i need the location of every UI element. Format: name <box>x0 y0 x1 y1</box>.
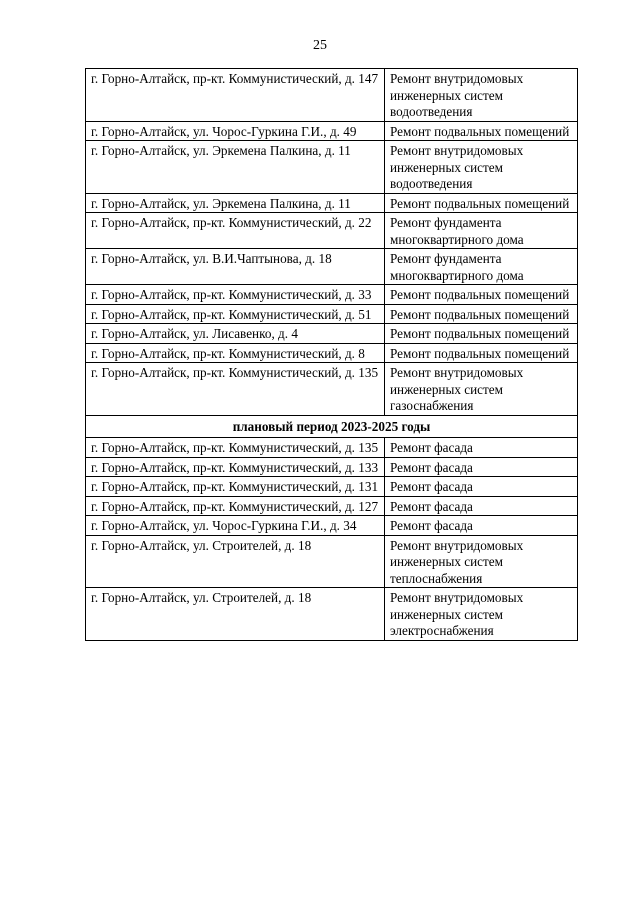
table-row <box>86 516 578 536</box>
work-type-cell: Ремонт фасада <box>385 438 578 458</box>
table-row <box>86 69 578 122</box>
section-header <box>86 415 578 438</box>
work-type-cell: Ремонт внутридомовых инженерных систем электроснабжения <box>385 588 578 641</box>
address-cell: г. Горно-Алтайск, пр-кт. Коммунистический, д. 127 <box>86 496 385 516</box>
rows-current-period <box>86 69 578 416</box>
work-type-cell: Ремонт подвальных помещений <box>385 121 578 141</box>
address-cell: г. Горно-Алтайск, ул. Строителей, д. 18 <box>86 588 385 641</box>
work-type-cell: Ремонт фасада <box>385 477 578 497</box>
address-cell: г. Горно-Алтайск, пр-кт. Коммунистический, д. 8 <box>86 343 385 363</box>
address-cell: г. Горно-Алтайск, пр-кт. Коммунистический, д. 131 <box>86 477 385 497</box>
table-row <box>86 249 578 285</box>
work-type-cell: Ремонт подвальных помещений <box>385 304 578 324</box>
work-type-cell: Ремонт внутридомовых инженерных систем теплоснабжения <box>385 535 578 588</box>
table-row <box>86 438 578 458</box>
table-row <box>86 496 578 516</box>
work-type-cell: Ремонт фасада <box>385 516 578 536</box>
address-cell: г. Горно-Алтайск, пр-кт. Коммунистический, д. 33 <box>86 285 385 305</box>
table-row <box>86 343 578 363</box>
table-row <box>86 535 578 588</box>
repair-works-table <box>85 68 578 641</box>
table-row <box>86 477 578 497</box>
work-type-cell: Ремонт внутридомовых инженерных систем водоотведения <box>385 69 578 122</box>
table-row <box>86 363 578 416</box>
work-type-cell: Ремонт фасада <box>385 457 578 477</box>
address-cell: г. Горно-Алтайск, пр-кт. Коммунистический, д. 133 <box>86 457 385 477</box>
address-cell: г. Горно-Алтайск, ул. Строителей, д. 18 <box>86 535 385 588</box>
address-cell: г. Горно-Алтайск, пр-кт. Коммунистический, д. 51 <box>86 304 385 324</box>
table-row <box>86 193 578 213</box>
section-row <box>86 415 578 438</box>
work-type-cell: Ремонт подвальных помещений <box>385 343 578 363</box>
rows-planned-period <box>86 438 578 641</box>
address-cell: г. Горно-Алтайск, ул. Эркемена Палкина, д. 11 <box>86 193 385 213</box>
section-title: плановый период 2023-2025 годы <box>86 415 578 438</box>
address-cell: г. Горно-Алтайск, ул. Чорос-Гуркина Г.И., д. 34 <box>86 516 385 536</box>
address-cell: г. Горно-Алтайск, пр-кт. Коммунистический, д. 22 <box>86 213 385 249</box>
work-type-cell: Ремонт внутридомовых инженерных систем газоснабжения <box>385 363 578 416</box>
table-row <box>86 285 578 305</box>
work-type-cell: Ремонт подвальных помещений <box>385 285 578 305</box>
work-type-cell: Ремонт фундамента многоквартирного дома <box>385 249 578 285</box>
address-cell: г. Горно-Алтайск, ул. Чорос-Гуркина Г.И., д. 49 <box>86 121 385 141</box>
address-cell: г. Горно-Алтайск, пр-кт. Коммунистический, д. 135 <box>86 363 385 416</box>
address-cell: г. Горно-Алтайск, ул. В.И.Чаптынова, д. 18 <box>86 249 385 285</box>
work-type-cell: Ремонт фундамента многоквартирного дома <box>385 213 578 249</box>
table-row <box>86 324 578 344</box>
work-type-cell: Ремонт фасада <box>385 496 578 516</box>
table-row <box>86 141 578 194</box>
table-row <box>86 304 578 324</box>
page-number: 25 <box>313 38 327 53</box>
work-type-cell: Ремонт подвальных помещений <box>385 324 578 344</box>
address-cell: г. Горно-Алтайск, ул. Лисавенко, д. 4 <box>86 324 385 344</box>
address-cell: г. Горно-Алтайск, пр-кт. Коммунистический, д. 147 <box>86 69 385 122</box>
table-row <box>86 457 578 477</box>
address-cell: г. Горно-Алтайск, пр-кт. Коммунистический, д. 135 <box>86 438 385 458</box>
address-cell: г. Горно-Алтайск, ул. Эркемена Палкина, д. 11 <box>86 141 385 194</box>
table-row <box>86 588 578 641</box>
table-row <box>86 213 578 249</box>
work-type-cell: Ремонт внутридомовых инженерных систем водоотведения <box>385 141 578 194</box>
work-type-cell: Ремонт подвальных помещений <box>385 193 578 213</box>
table-row <box>86 121 578 141</box>
